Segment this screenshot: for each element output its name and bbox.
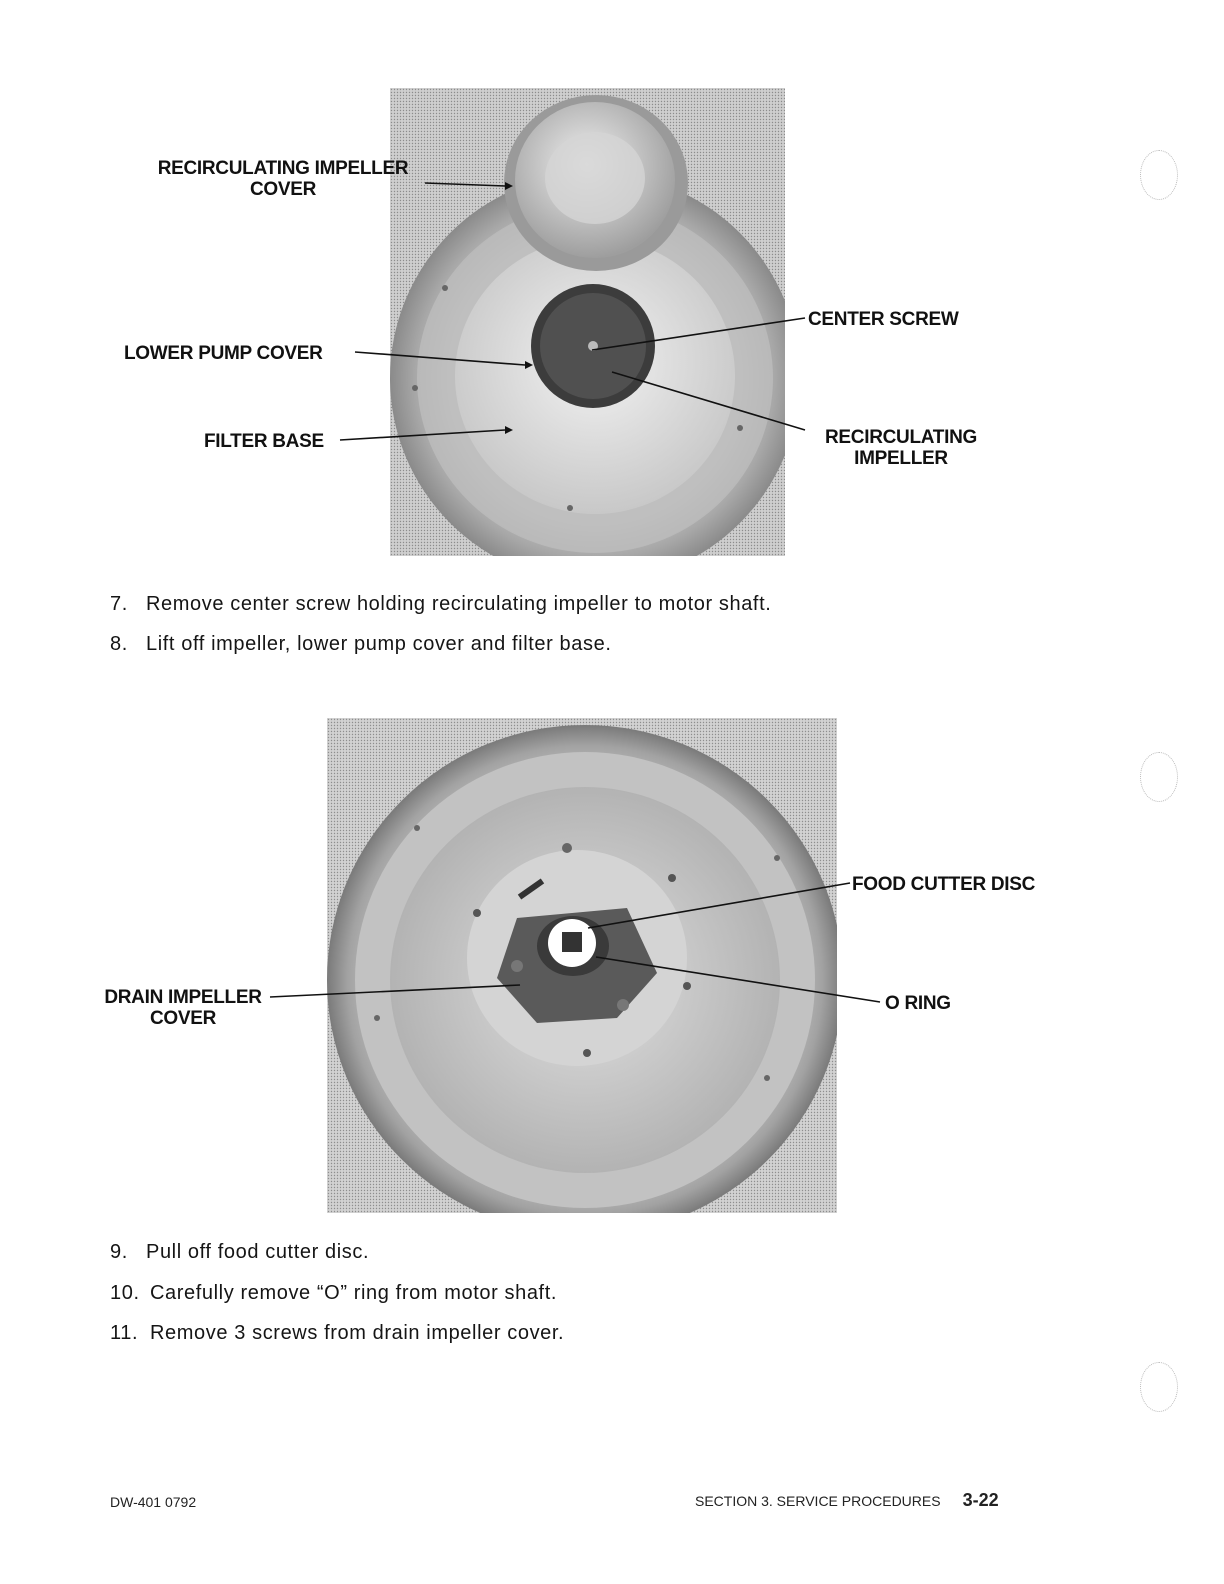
step-text: Pull off food cutter disc. [146, 1241, 370, 1263]
step-9 [110, 1241, 369, 1264]
step-11 [110, 1322, 564, 1345]
callout-line: RECIRCULATING IMPELLER [157, 158, 409, 179]
page-number: 3-22 [962, 1490, 999, 1510]
step-10 [110, 1282, 557, 1305]
pump-assembly-photo [390, 88, 785, 556]
callout-o-ring: O RING [885, 993, 951, 1014]
step-7 [110, 593, 771, 616]
callout-center-screw: CENTER SCREW [808, 309, 959, 330]
callout-recirculating-impeller-cover [138, 158, 428, 200]
footer-section-title: SECTION 3. SERVICE PROCEDURES [695, 1493, 941, 1509]
step-text: Remove center screw holding recirculating impeller to motor shaft. [146, 593, 772, 615]
callout-drain-impeller-cover [88, 987, 278, 1029]
footer-section [695, 1490, 999, 1511]
callout-food-cutter-disc: FOOD CUTTER DISC [852, 874, 1036, 895]
footer-doc-code: DW-401 0792 [110, 1494, 197, 1510]
callout-line: IMPELLER [854, 448, 948, 469]
binder-hole-mark [1140, 150, 1178, 200]
step-8 [110, 633, 612, 656]
figure-1-photo [390, 88, 785, 556]
step-text: Lift off impeller, lower pump cover and filter base. [146, 633, 612, 655]
drain-assembly-photo [327, 718, 837, 1213]
callout-line: RECIRCULATING [825, 427, 977, 448]
step-number: 8. [110, 633, 128, 655]
callout-line: COVER [149, 1008, 217, 1029]
figure-2-photo [327, 718, 837, 1213]
binder-hole-mark [1140, 1362, 1178, 1412]
step-text: Remove 3 screws from drain impeller cover. [150, 1322, 565, 1344]
callout-line: DRAIN IMPELLER [104, 987, 262, 1008]
step-number: 7. [110, 593, 128, 615]
binder-hole-mark [1140, 752, 1178, 802]
callout-filter-base: FILTER BASE [204, 431, 324, 452]
callout-recirculating-impeller [808, 427, 994, 469]
step-number: 9. [110, 1241, 128, 1263]
step-number: 10. [110, 1282, 140, 1304]
step-text: Carefully remove “O” ring from motor shaft. [150, 1282, 558, 1304]
callout-line: COVER [249, 179, 317, 200]
step-number: 11. [110, 1322, 139, 1344]
callout-lower-pump-cover: LOWER PUMP COVER [124, 343, 323, 364]
